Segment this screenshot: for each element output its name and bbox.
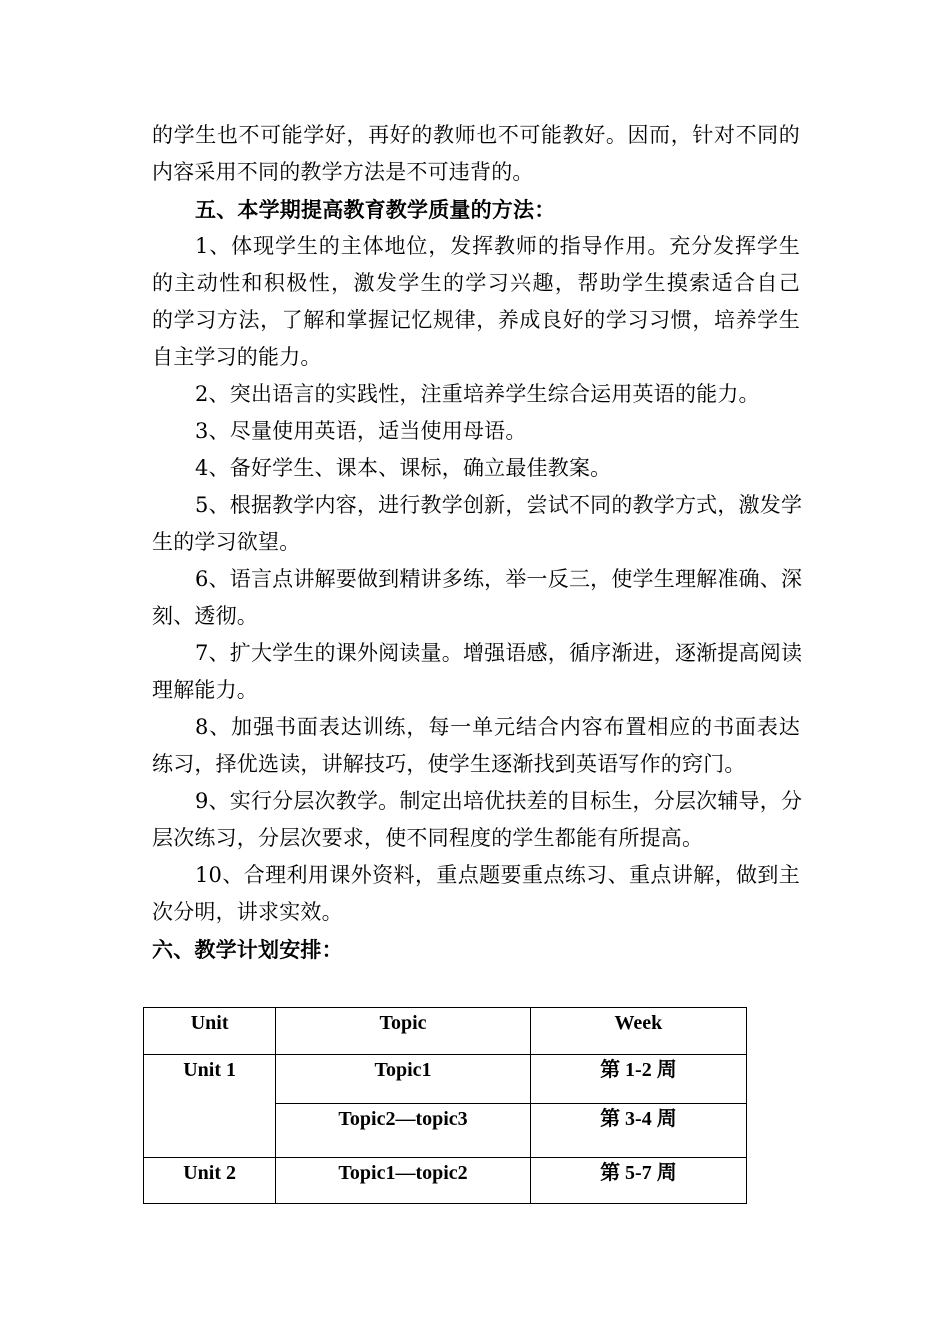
method-item-1: 1、体现学生的主体地位，发挥教师的指导作用。充分发挥学生	[195, 234, 800, 258]
week-cell: 第 3-4 周	[530, 1104, 746, 1158]
paragraph-line: 内容采用不同的教学方法是不可违背的。	[152, 160, 534, 184]
method-item-1-cont: 自主学习的能力。	[152, 345, 322, 369]
method-item-5-cont: 生的学习欲望。	[152, 530, 301, 554]
method-item-1-cont: 的主动性和积极性，激发学生的学习兴趣，帮助学生摸索适合自己	[152, 271, 800, 295]
method-item-9: 9、实行分层次教学。制定出培优扶差的目标生，分层次辅导，分	[195, 789, 803, 813]
method-item-2: 2、突出语言的实践性，注重培养学生综合运用英语的能力。	[195, 382, 760, 406]
method-item-7: 7、扩大学生的课外阅读量。增强语感，循序渐进，逐渐提高阅读	[195, 641, 803, 665]
header-unit: Unit	[144, 1008, 276, 1055]
method-item-4: 4、备好学生、课本、课标，确立最佳教案。	[195, 456, 612, 480]
method-item-9-cont: 层次练习，分层次要求，使不同程度的学生都能有所提高。	[152, 826, 704, 850]
topic-cell: Topic2—topic3	[276, 1104, 531, 1158]
method-item-8-cont: 练习，择优选读，讲解技巧，使学生逐渐找到英语写作的窍门。	[152, 752, 746, 776]
section-heading-methods: 五、本学期提高教育教学质量的方法：	[195, 197, 556, 222]
method-item-3: 3、尽量使用英语，适当使用母语。	[195, 419, 527, 443]
table-header-row	[144, 1008, 747, 1055]
header-topic: Topic	[276, 1008, 531, 1055]
topic-cell: Topic1	[276, 1055, 531, 1104]
table-row	[144, 1055, 747, 1104]
method-item-10: 10、合理利用课外资料，重点题要重点练习、重点讲解，做到主	[195, 863, 800, 887]
method-item-6: 6、语言点讲解要做到精讲多练，举一反三，使学生理解准确、深	[195, 567, 803, 591]
unit-cell: Unit 1	[144, 1055, 276, 1158]
method-item-7-cont: 理解能力。	[152, 678, 258, 702]
method-item-10-cont: 次分明，讲求实效。	[152, 900, 343, 924]
schedule-table	[143, 1007, 747, 1204]
method-item-1-cont: 的学习方法，了解和掌握记忆规律，养成良好的学习习惯，培养学生	[152, 308, 800, 332]
section-heading-plan: 六、教学计划安排：	[152, 937, 343, 962]
method-item-5: 5、根据教学内容，进行教学创新，尝试不同的教学方式，激发学	[195, 493, 803, 517]
table-row	[144, 1158, 747, 1204]
document-body	[152, 117, 803, 968]
paragraph-line: 的学生也不可能学好，再好的教师也不可能教好。因而，针对不同的	[152, 123, 800, 147]
method-item-8: 8、加强书面表达训练，每一单元结合内容布置相应的书面表达	[195, 715, 800, 739]
unit-cell: Unit 2	[144, 1158, 276, 1204]
topic-cell: Topic1—topic2	[276, 1158, 531, 1204]
week-cell: 第 5-7 周	[530, 1158, 746, 1204]
week-cell: 第 1-2 周	[530, 1055, 746, 1104]
method-item-6-cont: 刻、透彻。	[152, 604, 258, 628]
header-week: Week	[530, 1008, 746, 1055]
